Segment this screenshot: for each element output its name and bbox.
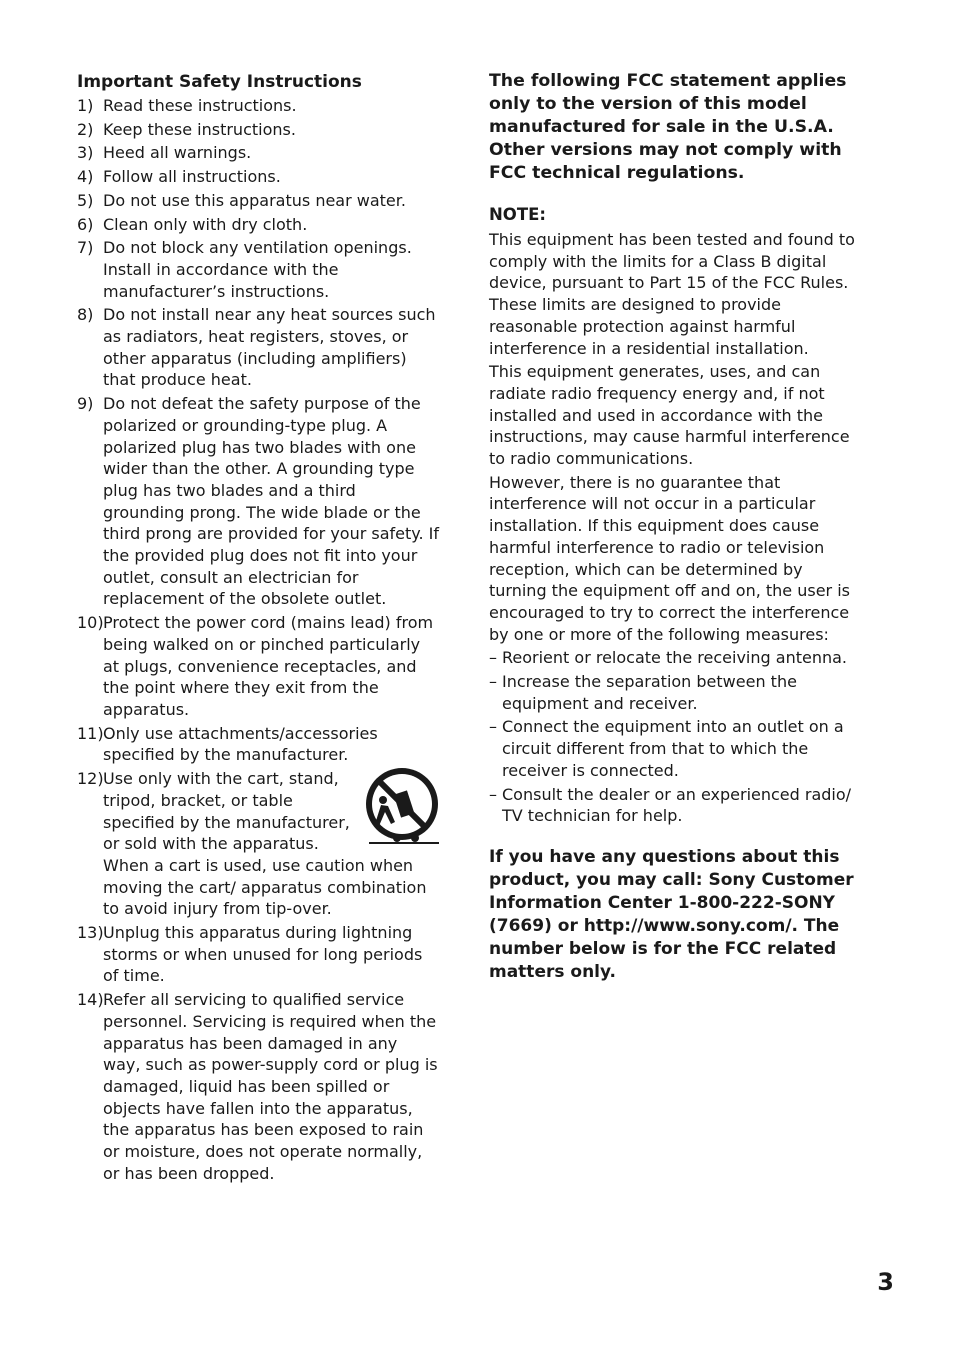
note-paragraph: However, there is no guarantee that interference will not occur in a particular installation. If this equipment does cause harmful interference to radio or television reception, which can be determined by turning the equipment off and on, the user is encouraged to try to correct the interference by one or more of the following measures:	[489, 472, 850, 644]
list-item: 10) Protect the power cord (mains lead) from being walked on or pinched particularly at plugs, convenience receptacles, and the point where they exit from the apparatus.	[77, 613, 434, 719]
list-item: 2) Keep these instructions.	[77, 119, 296, 139]
list-item: – Connect the equipment into an outlet on a circuit different from that to which the receiver is connected.	[489, 717, 844, 780]
list-item: 4) Follow all instructions.	[77, 167, 281, 187]
list-item: 5) Do not use this apparatus near water.	[77, 190, 406, 210]
list-item: – Increase the separation between the equipment and receiver.	[489, 672, 797, 713]
list-item: – Consult the dealer or an experienced radio/ TV technician for help.	[489, 784, 852, 826]
list-item: 1) Read these instructions.	[77, 96, 297, 115]
safety-instructions-list	[77, 95, 439, 1184]
contact-statement: If you have any questions about this product, you may call: Sony Customer Information Center 1-800-222-SONY (7669) or http://www.sony.com/. The number below is for the FCC related matters only.	[489, 846, 854, 982]
safety-instructions-column	[77, 70, 439, 1186]
fcc-column	[489, 70, 861, 984]
note-label: NOTE:	[489, 205, 546, 224]
list-item: 6) Clean only with dry cloth.	[77, 214, 308, 234]
cart-tip-over-warning-icon	[361, 766, 443, 848]
safety-heading: Important Safety Instructions	[77, 72, 362, 92]
list-item: 14) Refer all servicing to qualified service personnel. Servicing is required when the apparatus has been damaged in any way, such as power-supply cord or plug is damaged, liquid has been spilled or objects have fallen into the apparatus, the apparatus has been exposed to rain or moisture, does not operate normally, or has been dropped.	[77, 990, 438, 1183]
list-item: 13) Unplug this apparatus during lightning storms or when unused for long periods of time.	[77, 923, 423, 986]
fcc-statement: The following FCC statement applies only to the version of this model manufactured for sale in the U.S.A. Other versions may not comply with FCC technical regulations.	[489, 71, 847, 183]
note-paragraph: This equipment generates, uses, and can radiate radio frequency energy and, if not installed and used in accordance with the instructions, may cause harmful interference to radio communications.	[489, 362, 850, 469]
list-item: 7) Do not block any ventilation openings. Install in accordance with the manufacturer’s instructions.	[77, 238, 412, 301]
list-item: 8) Do not install near any heat sources such as radiators, heat registers, stoves, or other apparatus (including amplifiers) that produce heat.	[77, 305, 436, 390]
list-item: 11) Only use attachments/accessories specified by the manufacturer.	[77, 723, 378, 765]
list-item: – Reorient or relocate the receiving antenna.	[489, 648, 847, 668]
page-number: 3	[877, 1268, 894, 1296]
measures-list	[489, 647, 861, 827]
note-paragraph: This equipment has been tested and found to comply with the limits for a Class B digital device, pursuant to Part 15 of the FCC Rules. These limits are designed to provide reasonable protection against harmful interference in a residential installation.	[489, 230, 855, 358]
list-item: 9) Do not defeat the safety purpose of the polarized or grounding-type plug. A polarized plug has two blades with one wider than the other. A grounding type plug has two blades and a third grounding prong. The wide blade or the third prong are provided for your safety. If the provided plug does not fit into your outlet, consult an electrician for replacement of the obsolete outlet.	[77, 394, 439, 609]
list-item: 3) Heed all warnings.	[77, 143, 252, 163]
list-item: 12) Use only with the cart, stand, tripod, bracket, or table specified by the manufacturer, or sold with the apparatus. When a cart is used, use caution when moving the cart/ apparatus combination to avoid injury from tip-over.	[77, 768, 439, 920]
